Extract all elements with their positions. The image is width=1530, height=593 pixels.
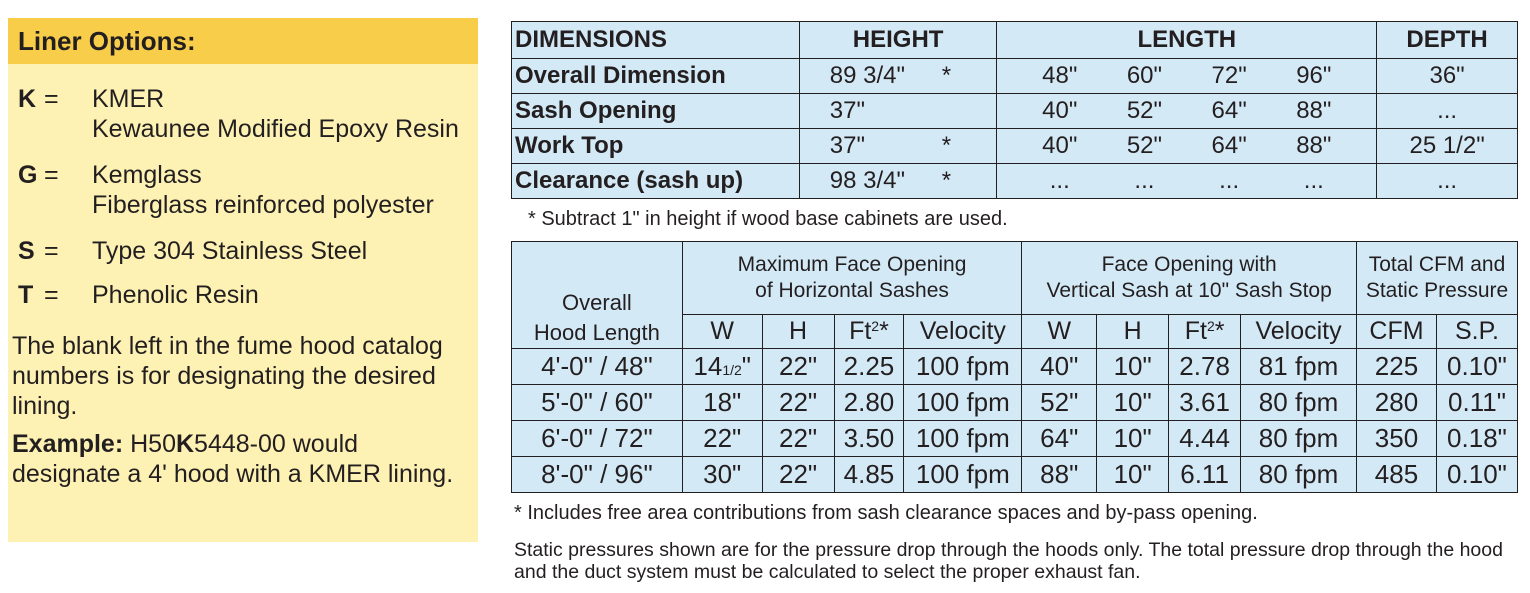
liner-description: Fiberglass reinforced polyester [92, 191, 434, 219]
liner-code: S [18, 237, 35, 265]
depth-cell: ... [1377, 94, 1518, 129]
dimensions-footnote: * Subtract 1" in height if wood base cabinets are used. [528, 208, 1008, 230]
liner-description: Kewaunee Modified Epoxy Resin [92, 115, 459, 143]
dimensions-header-row [512, 22, 1518, 59]
velocity2-cell: 80 fpm [1241, 385, 1357, 421]
liner-code: T [18, 281, 34, 309]
height-value: 98 3/4" [829, 167, 906, 194]
ft-star: * [1214, 317, 1225, 345]
max-face-line2: of Horizontal Sashes [755, 279, 949, 302]
velocity2-cell: 80 fpm [1241, 457, 1357, 493]
w-header: W [682, 315, 762, 349]
example-pre: H50 [123, 430, 176, 458]
height-star: * [941, 62, 952, 89]
length-cell [997, 94, 1377, 129]
h2-cell: 10" [1097, 385, 1169, 421]
length-cell [997, 164, 1377, 199]
length-value: 64" [1211, 132, 1247, 159]
length-value: 72" [1211, 62, 1247, 89]
h1-cell: 22" [762, 457, 834, 493]
liner-name: Type 304 Stainless Steel [92, 237, 368, 265]
row-label: Sash Opening [512, 94, 800, 129]
w2-cell: 88" [1022, 457, 1097, 493]
w1-whole: 30" [703, 459, 742, 489]
liner-options-panel [8, 18, 478, 542]
example-bold: K [175, 430, 195, 458]
cfm-cell: 485 [1357, 457, 1437, 493]
hood-length-cell: 4'-0" / 48" [512, 349, 683, 385]
h2-cell: 10" [1097, 349, 1169, 385]
liner-name: Kemglass [92, 161, 202, 189]
liner-note: The blank left in the fume hood catalog numbers is for designating the desired lining. [12, 332, 443, 420]
velocity1-cell: 100 fpm [904, 457, 1022, 493]
height-cell [799, 59, 997, 94]
row-label: Work Top [512, 129, 800, 164]
ft-star: * [879, 317, 889, 345]
w1-unit: " [741, 351, 752, 381]
ft-text: Ft [1184, 317, 1207, 345]
w1-whole: 18" [703, 387, 742, 417]
height-cell [799, 94, 997, 129]
overall-length-header [512, 242, 683, 349]
ft2-cell: 2.78 [1169, 349, 1241, 385]
length-cell [997, 59, 1377, 94]
length-value: 64" [1211, 97, 1247, 124]
total-cfm-header [1357, 242, 1518, 315]
depth-cell: ... [1377, 164, 1518, 199]
hood-length-cell: 5'-0" / 60" [512, 385, 683, 421]
w1-whole: 14 [693, 351, 723, 381]
ft2-cell: 4.44 [1169, 421, 1241, 457]
h1-cell: 22" [762, 349, 834, 385]
dimensions-table [511, 21, 1518, 199]
liner-equals: = [44, 161, 59, 189]
liner-example [12, 429, 472, 489]
length-value: ... [1303, 167, 1324, 194]
sp-cell: 0.10" [1436, 349, 1517, 385]
static-pressure-note: Static pressures shown are for the pressure drop through the hoods only. The total pressure drop through the hood and the duct system must be calculated to select the proper exhaust fan. [514, 539, 1503, 583]
length-value: 52" [1126, 97, 1163, 124]
liner-equals: = [44, 237, 59, 265]
length-value: ... [1134, 167, 1155, 194]
length-value: 48" [1042, 62, 1078, 89]
w1-fraction: 1/2 [722, 362, 742, 378]
dimensions-header: DIMENSIONS [512, 22, 800, 59]
w1-cell [682, 349, 762, 385]
hood-group-header-row [512, 242, 1518, 315]
length-value: 52" [1126, 132, 1163, 159]
velocity-header: Velocity [1241, 315, 1357, 349]
length-value: 88" [1296, 132, 1332, 159]
table-row [512, 129, 1518, 164]
w1-whole: 22" [703, 423, 742, 453]
cfm-cell: 225 [1357, 349, 1437, 385]
table-row [512, 421, 1518, 457]
ft-sup: 2 [1206, 318, 1215, 334]
velocity1-cell: 100 fpm [904, 385, 1022, 421]
liner-options-title: Liner Options: [8, 18, 478, 64]
example-label: Example: [12, 430, 124, 458]
total-line1: Total CFM and [1368, 253, 1506, 276]
depth-cell: 36" [1377, 59, 1518, 94]
ft1-cell: 3.50 [834, 421, 904, 457]
h2-cell: 10" [1097, 457, 1169, 493]
overall-header-line1: Overall [562, 290, 632, 315]
depth-header: DEPTH [1377, 22, 1518, 59]
sp-cell: 0.18" [1436, 421, 1517, 457]
cfm-header: CFM [1357, 315, 1437, 349]
table-row [512, 457, 1518, 493]
w2-cell: 40" [1022, 349, 1097, 385]
liner-equals: = [44, 85, 59, 113]
ft2-header [1169, 315, 1241, 349]
height-value: 37" [829, 97, 866, 124]
length-value: 60" [1126, 62, 1163, 89]
height-star: * [941, 167, 952, 194]
table-row [512, 94, 1518, 129]
velocity1-cell: 100 fpm [904, 349, 1022, 385]
w1-cell [682, 421, 762, 457]
table-row [512, 385, 1518, 421]
ft1-cell: 2.25 [834, 349, 904, 385]
velocity2-cell: 81 fpm [1241, 349, 1357, 385]
hood-footnote: * Includes free area contributions from sash clearance spaces and by-pass opening. [514, 502, 1258, 524]
velocity1-cell: 100 fpm [904, 421, 1022, 457]
length-value: ... [1049, 167, 1070, 194]
h-header: H [762, 315, 834, 349]
overall-header-line2: Hood Length [533, 320, 660, 345]
cfm-cell: 350 [1357, 421, 1437, 457]
length-value: 40" [1042, 97, 1078, 124]
row-label: Overall Dimension [512, 59, 800, 94]
h1-cell: 22" [762, 385, 834, 421]
ft-text: Ft [849, 317, 872, 345]
hood-table [511, 241, 1518, 493]
liner-options-list [8, 64, 478, 339]
max-face-line1: Maximum Face Opening [737, 253, 967, 276]
liner-name: Phenolic Resin [92, 281, 259, 309]
table-row [512, 164, 1518, 199]
length-header: LENGTH [997, 22, 1377, 59]
ft2-header [834, 315, 904, 349]
velocity2-cell: 80 fpm [1241, 421, 1357, 457]
ft2-cell: 3.61 [1169, 385, 1241, 421]
vertical-line1: Face Opening with [1101, 253, 1277, 276]
length-value: 96" [1296, 62, 1332, 89]
height-header: HEIGHT [799, 22, 997, 59]
length-value: 40" [1042, 132, 1078, 159]
h-header: H [1097, 315, 1169, 349]
height-value: 89 3/4" [829, 62, 906, 89]
w2-cell: 64" [1022, 421, 1097, 457]
row-label: Clearance (sash up) [512, 164, 800, 199]
h2-cell: 10" [1097, 421, 1169, 457]
total-line2: Static Pressure [1365, 279, 1509, 302]
sp-cell: 0.10" [1436, 457, 1517, 493]
height-star: * [941, 132, 952, 159]
ft1-cell: 4.85 [834, 457, 904, 493]
length-value: ... [1219, 167, 1240, 194]
height-cell [799, 129, 997, 164]
w1-cell [682, 457, 762, 493]
w-header: W [1022, 315, 1097, 349]
ft1-cell: 2.80 [834, 385, 904, 421]
liner-equals: = [44, 281, 59, 309]
velocity-header: Velocity [904, 315, 1022, 349]
w2-cell: 52" [1022, 385, 1097, 421]
sp-cell: 0.11" [1436, 385, 1517, 421]
ft-sup: 2 [871, 318, 880, 334]
hood-length-cell: 8'-0" / 96" [512, 457, 683, 493]
ft2-cell: 6.11 [1169, 457, 1241, 493]
depth-cell: 25 1/2" [1377, 129, 1518, 164]
length-cell [997, 129, 1377, 164]
height-value: 37" [829, 132, 866, 159]
vertical-sash-header [1022, 242, 1357, 315]
cfm-cell: 280 [1357, 385, 1437, 421]
height-cell [799, 164, 997, 199]
vertical-line2: Vertical Sash at 10" Sash Stop [1046, 279, 1332, 302]
max-face-header [682, 242, 1022, 315]
table-row [512, 59, 1518, 94]
liner-name: KMER [92, 85, 165, 113]
table-row [512, 349, 1518, 385]
h1-cell: 22" [762, 421, 834, 457]
length-value: 88" [1296, 97, 1332, 124]
w1-cell [682, 385, 762, 421]
sp-header: S.P. [1436, 315, 1517, 349]
liner-code: K [18, 85, 37, 113]
hood-length-cell: 6'-0" / 72" [512, 421, 683, 457]
example-post: 5448-00 would designate a 4' hood with a KMER lining. [12, 430, 454, 488]
liner-code: G [18, 161, 38, 189]
